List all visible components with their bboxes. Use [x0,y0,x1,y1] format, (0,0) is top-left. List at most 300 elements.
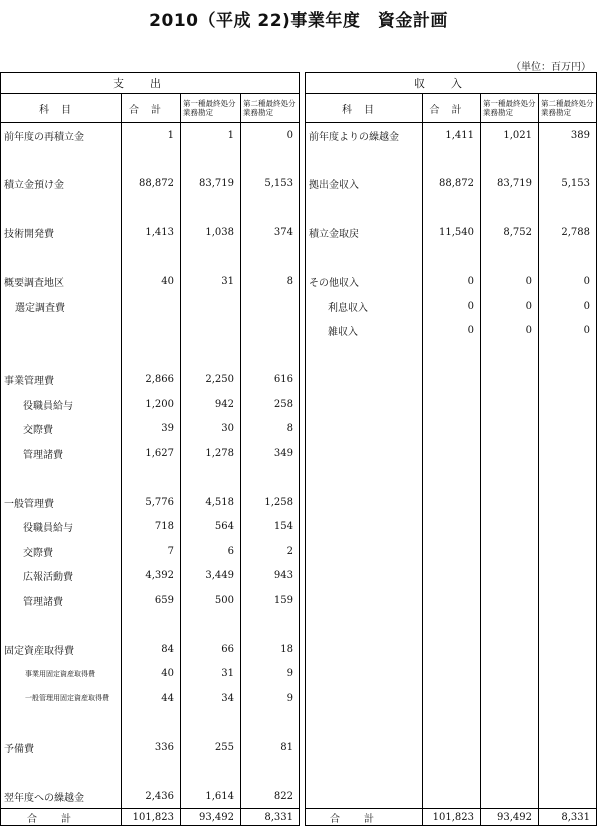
row-type1 [181,319,241,344]
row-type2 [539,784,597,809]
row-type2: 258 [273,398,293,410]
row-label [306,564,423,589]
row-type2 [539,711,597,736]
table-row [1,760,300,785]
row-type1 [481,392,539,417]
row-type2 [539,637,597,662]
table-row [1,147,300,172]
row-label: 事業管理費 [1,368,122,393]
row-type1: 83,719 [481,172,539,197]
row-label [306,392,423,417]
row-label [1,613,122,638]
table-row [306,637,597,662]
row-type2: 9 [286,692,293,704]
row-type1 [181,147,241,172]
row-type1: 1,038 [181,221,241,246]
row-type2: 8 [286,423,293,435]
table-row [1,319,300,344]
table-row [1,711,300,736]
col-total: 合計 [122,94,181,123]
row-total [122,711,181,736]
table-row [306,662,597,687]
row-type1 [481,637,539,662]
row-label: 管理諸費 [1,588,122,613]
row-total [423,784,481,809]
table-row [1,637,300,662]
row-type1 [181,613,241,638]
table-row [1,588,300,613]
table-row [1,784,300,809]
table-row [1,245,300,270]
col-type2: 第二種最終処分業務勘定 [539,94,597,123]
table-row [306,784,597,809]
row-type1 [181,294,241,319]
table-row [1,172,300,197]
row-type2 [539,441,597,466]
row-type2: 0 [583,300,590,312]
expense-heading: 支出 [1,73,300,94]
row-total [423,343,481,368]
row-label: 交際費 [1,539,122,564]
row-total [122,147,181,172]
row-total: 0 [423,294,481,319]
row-type2 [539,196,597,221]
row-total [423,637,481,662]
row-total: 1 [122,123,181,148]
row-label [306,343,423,368]
row-type1 [481,539,539,564]
table-row [306,735,597,760]
row-label [306,245,423,270]
row-type2: 943 [273,570,293,582]
row-type2: 389 [570,129,590,141]
row-total [423,147,481,172]
row-total: 1,411 [423,123,481,148]
table-row [1,368,300,393]
row-type2 [241,196,300,221]
row-total: 336 [122,735,181,760]
row-label: 固定資産取得費 [1,637,122,662]
row-total [423,711,481,736]
row-label: 利息収入 [306,294,423,319]
total-value: 101,823 [423,809,481,826]
row-total [423,466,481,491]
row-type2 [539,539,597,564]
row-label: 前年度の再積立金 [1,123,122,148]
row-label [1,711,122,736]
row-type1: 6 [181,539,241,564]
row-type2: 5,153 [561,178,590,190]
row-total: 84 [122,637,181,662]
table-row [306,123,597,148]
row-label [1,147,122,172]
row-type2: 2 [286,545,293,557]
table-row [1,221,300,246]
table-row [306,368,597,393]
row-type2 [539,245,597,270]
table-row [306,441,597,466]
row-type1 [181,343,241,368]
row-label: 管理諸費 [1,441,122,466]
row-total: 40 [122,662,181,687]
row-type1: 8,752 [481,221,539,246]
table-row [306,466,597,491]
col-total: 合計 [423,94,481,123]
row-total [423,368,481,393]
row-type1: 1,278 [181,441,241,466]
row-label [1,319,122,344]
row-type1: 0 [481,294,539,319]
row-label: 選定調査費 [1,294,122,319]
table-row [306,319,597,344]
table-row [306,147,597,172]
row-type1 [481,784,539,809]
row-total [423,613,481,638]
row-total: 659 [122,588,181,613]
row-type1: 1,614 [181,784,241,809]
table-row [306,760,597,785]
row-type2: 822 [273,790,293,802]
row-type2 [539,662,597,687]
table-row [306,417,597,442]
row-total [423,490,481,515]
row-type2 [539,368,597,393]
row-type1: 66 [181,637,241,662]
table-row [306,711,597,736]
row-label [306,637,423,662]
row-label [306,466,423,491]
table-row [1,490,300,515]
row-total [423,196,481,221]
row-type2 [539,686,597,711]
row-label [1,343,122,368]
row-label: 一般管理用固定資産取得費 [1,686,122,711]
row-label [306,490,423,515]
row-type1 [181,760,241,785]
row-type1 [481,368,539,393]
table-row [1,294,300,319]
row-type1: 4,518 [181,490,241,515]
row-total: 40 [122,270,181,295]
table-row [1,686,300,711]
row-label [1,760,122,785]
row-total: 5,776 [122,490,181,515]
expense-table [0,72,300,826]
row-total [423,662,481,687]
row-label [306,147,423,172]
row-type1: 34 [181,686,241,711]
row-type2: 9 [286,668,293,680]
row-type2 [539,466,597,491]
row-total [423,245,481,270]
row-type1 [481,245,539,270]
row-label [306,441,423,466]
row-type2: 0 [583,325,590,337]
row-type2 [539,515,597,540]
row-type1 [481,588,539,613]
row-type1 [481,515,539,540]
col-item: 科目 [306,94,423,123]
row-label: 一般管理費 [1,490,122,515]
row-type1: 500 [181,588,241,613]
row-total [423,735,481,760]
row-total: 39 [122,417,181,442]
col-item: 科目 [1,94,122,123]
table-row [1,735,300,760]
row-type2 [539,613,597,638]
row-type1 [481,613,539,638]
row-label [306,196,423,221]
row-type1 [481,490,539,515]
row-label: 事業用固定資産取得費 [1,662,122,687]
row-label: 役職員給与 [1,392,122,417]
row-type1: 1 [181,123,241,148]
table-row [1,466,300,491]
row-total [122,343,181,368]
row-type2 [539,343,597,368]
row-type2 [539,735,597,760]
row-label: 交際費 [1,417,122,442]
row-label: 翌年度への繰越金 [1,784,122,809]
row-type1 [481,711,539,736]
row-total: 44 [122,686,181,711]
row-type2 [241,294,300,319]
row-label [306,735,423,760]
row-type1 [181,466,241,491]
table-row [1,441,300,466]
row-label [306,368,423,393]
table-row [306,270,597,295]
row-label [1,196,122,221]
table-row [306,245,597,270]
row-type1 [181,245,241,270]
row-type1 [481,686,539,711]
row-total: 1,200 [122,392,181,417]
row-total [423,588,481,613]
row-type2: 616 [273,374,293,386]
total-type2: 8,331 [241,809,300,826]
row-total: 2,866 [122,368,181,393]
row-type1: 31 [181,270,241,295]
total-label: 合計 [1,809,122,826]
row-type1 [481,662,539,687]
income-heading: 収入 [306,73,597,94]
row-label: 拠出金収入 [306,172,423,197]
row-type2: 159 [273,594,293,606]
row-total [423,686,481,711]
table-row [1,417,300,442]
row-total: 2,436 [122,784,181,809]
row-type1: 942 [181,392,241,417]
row-type1: 30 [181,417,241,442]
row-type2 [539,490,597,515]
table-row [1,343,300,368]
row-total: 7 [122,539,181,564]
row-type2: 154 [273,521,293,533]
table-row [306,392,597,417]
row-total [423,417,481,442]
total-label: 合計 [306,809,423,826]
col-type1: 第一種最終処分業務勘定 [481,94,539,123]
row-label [306,784,423,809]
row-type2 [539,392,597,417]
row-type1: 564 [181,515,241,540]
table-row [1,662,300,687]
row-type1 [481,417,539,442]
row-total: 0 [423,319,481,344]
row-total [423,539,481,564]
row-total: 4,392 [122,564,181,589]
row-type2 [241,711,300,736]
row-type2 [241,760,300,785]
row-type2 [539,417,597,442]
row-total [423,760,481,785]
table-row [306,196,597,221]
row-total: 0 [423,270,481,295]
table-row [1,196,300,221]
row-total [423,515,481,540]
row-type2: 2,788 [561,227,590,239]
row-type1: 83,719 [181,172,241,197]
table-row [306,613,597,638]
row-type2: 1,258 [264,496,293,508]
row-label: 広報活動費 [1,564,122,589]
row-total [122,466,181,491]
row-total: 1,413 [122,221,181,246]
expense-rows [1,123,300,809]
row-type2 [241,613,300,638]
income-rows [306,123,597,809]
table-row [306,490,597,515]
row-total [122,613,181,638]
table-row [1,539,300,564]
table-row [306,294,597,319]
row-label: 積立金預け金 [1,172,122,197]
row-label [306,588,423,613]
total-type1: 93,492 [481,809,539,826]
table-row [1,392,300,417]
row-label: 予備費 [1,735,122,760]
row-total [122,196,181,221]
row-total [122,319,181,344]
row-type1: 2,250 [181,368,241,393]
row-label: 雑収入 [306,319,423,344]
row-type1 [481,564,539,589]
row-type2: 81 [280,741,293,753]
row-label: 概要調査地区 [1,270,122,295]
table-row [306,343,597,368]
row-type1 [481,735,539,760]
row-label [306,539,423,564]
table-row [306,515,597,540]
table-row [1,270,300,295]
row-type1: 255 [181,735,241,760]
table-row [306,539,597,564]
row-total [423,392,481,417]
table-row [1,123,300,148]
row-label [306,417,423,442]
total-value: 101,823 [122,809,181,826]
table-row [1,564,300,589]
row-total: 88,872 [122,172,181,197]
row-label: その他収入 [306,270,423,295]
row-total: 1,627 [122,441,181,466]
row-type2 [241,343,300,368]
row-label: 技術開発費 [1,221,122,246]
row-type2 [539,147,597,172]
row-type1: 0 [481,270,539,295]
col-type1: 第一種最終処分業務勘定 [181,94,241,123]
row-type1 [181,711,241,736]
row-label [1,245,122,270]
table-row [306,588,597,613]
row-label [306,515,423,540]
row-type2 [241,245,300,270]
table-row [306,172,597,197]
income-total-row [306,809,597,826]
row-type2: 8 [286,276,293,288]
row-type1: 1,021 [481,123,539,148]
page-title: 2010（平成 22)事業年度 資金計画 [149,11,448,31]
row-type2: 5,153 [264,178,293,190]
total-type2: 8,331 [539,809,597,826]
row-type2: 0 [286,129,293,141]
table-row [1,613,300,638]
table-row [1,515,300,540]
row-type1 [481,343,539,368]
row-total: 718 [122,515,181,540]
table-row [306,564,597,589]
row-type2: 18 [280,643,293,655]
row-total: 88,872 [423,172,481,197]
row-type1: 31 [181,662,241,687]
unit-note: （単位：百万円） [511,62,591,73]
row-label [306,613,423,638]
row-label [306,711,423,736]
row-label: 前年度よりの繰越金 [306,123,423,148]
row-label [1,466,122,491]
row-type2: 374 [273,227,293,239]
row-type1: 0 [481,319,539,344]
row-type2 [241,466,300,491]
col-type2: 第二種最終処分業務勘定 [241,94,300,123]
row-type1 [481,196,539,221]
row-label [306,686,423,711]
row-type2 [539,760,597,785]
row-label: 役職員給与 [1,515,122,540]
row-total [122,245,181,270]
row-type1 [481,147,539,172]
row-type2 [241,147,300,172]
table-row [306,686,597,711]
row-type1 [481,466,539,491]
row-total [423,441,481,466]
row-type2 [539,564,597,589]
row-type2 [241,319,300,344]
total-type1: 93,492 [181,809,241,826]
row-type2: 0 [583,276,590,288]
row-label [306,662,423,687]
table-row [306,221,597,246]
row-type1 [481,441,539,466]
row-type2 [539,588,597,613]
row-type1 [181,196,241,221]
expense-total-row [1,809,300,826]
row-type2: 349 [273,447,293,459]
row-total: 11,540 [423,221,481,246]
row-label: 積立金取戻 [306,221,423,246]
row-total [122,294,181,319]
